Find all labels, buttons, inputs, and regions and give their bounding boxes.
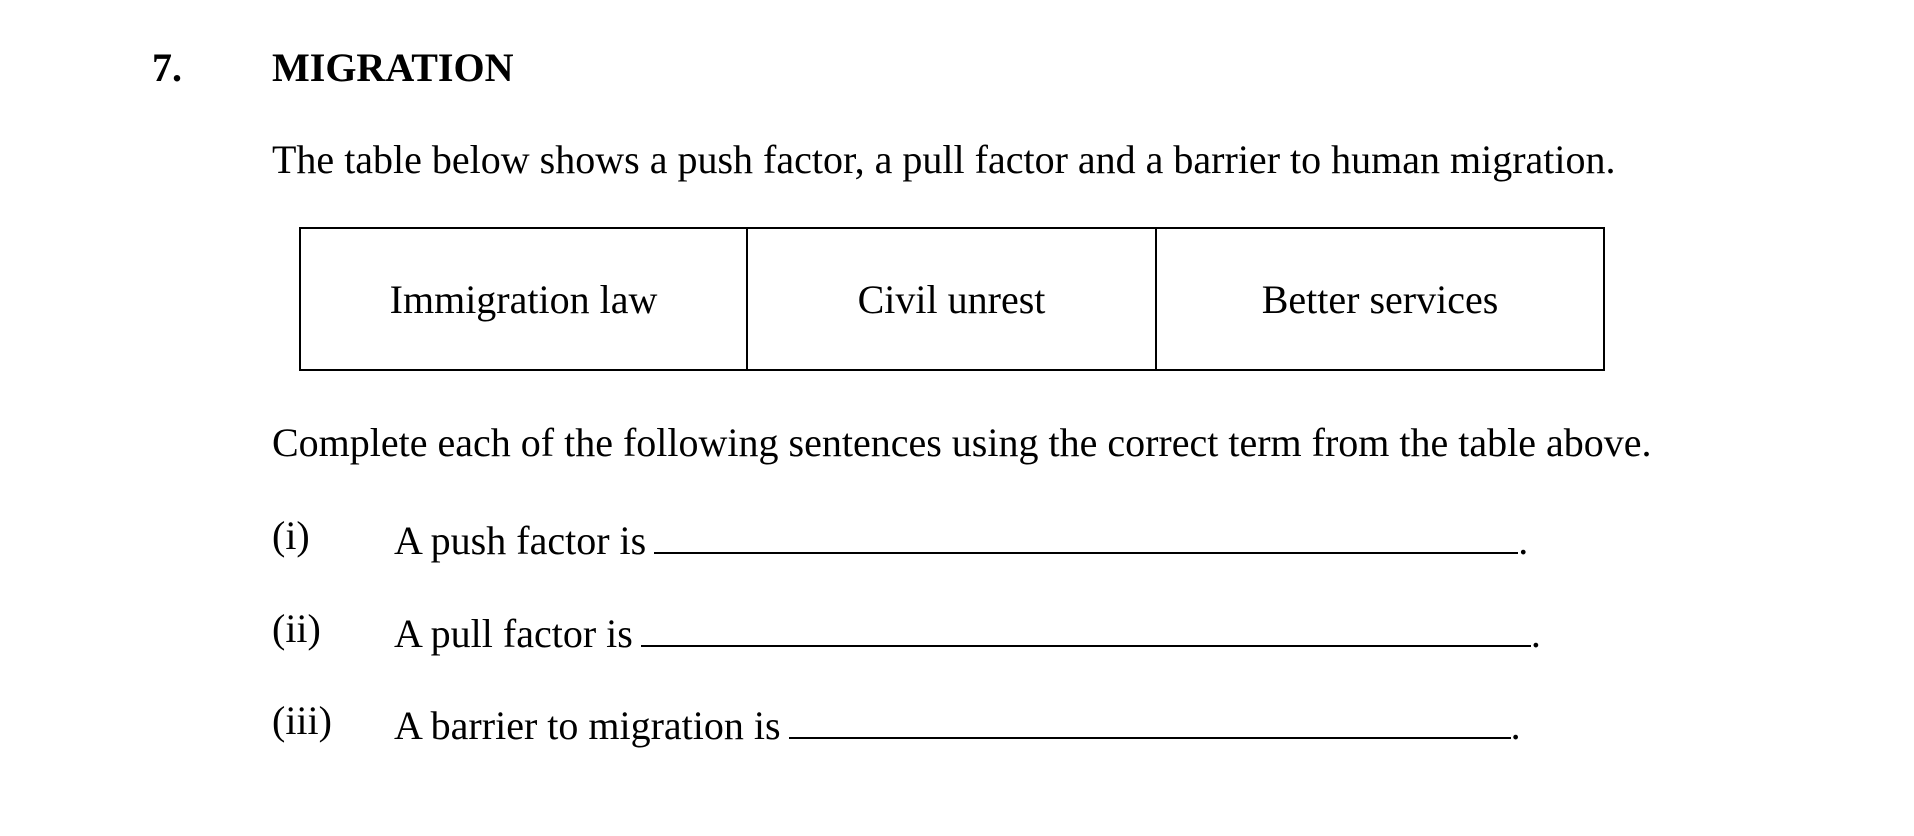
term-cell: Immigration law	[300, 228, 747, 370]
question-number: 7.	[152, 45, 182, 90]
item-text-line	[394, 605, 1541, 657]
item-end-punctuation: .	[1510, 703, 1521, 748]
answer-blank[interactable]	[789, 697, 1511, 739]
item-number: (ii)	[272, 606, 321, 651]
item-end-punctuation: .	[1518, 518, 1529, 563]
item-prompt: A barrier to migration is	[394, 703, 781, 748]
item-end-punctuation: .	[1530, 611, 1541, 656]
question-title: MIGRATION	[272, 45, 514, 90]
term-cell: Civil unrest	[747, 228, 1156, 370]
answer-blank[interactable]	[641, 605, 1531, 647]
term-cell: Better services	[1156, 228, 1604, 370]
item-prompt: A push factor is	[394, 518, 647, 563]
item-text-line	[394, 697, 1521, 749]
instruction-text: Complete each of the following sentences using the correct term from the table above.	[272, 420, 1652, 465]
item-prompt: A pull factor is	[394, 611, 633, 656]
terms-table	[299, 227, 1605, 371]
intro-text: The table below shows a push factor, a pull factor and a barrier to human migration.	[272, 137, 1616, 182]
terms-row	[300, 228, 1604, 370]
item-number: (iii)	[272, 698, 332, 743]
answer-blank[interactable]	[654, 512, 1518, 554]
item-number: (i)	[272, 513, 310, 558]
item-text-line	[394, 512, 1528, 564]
